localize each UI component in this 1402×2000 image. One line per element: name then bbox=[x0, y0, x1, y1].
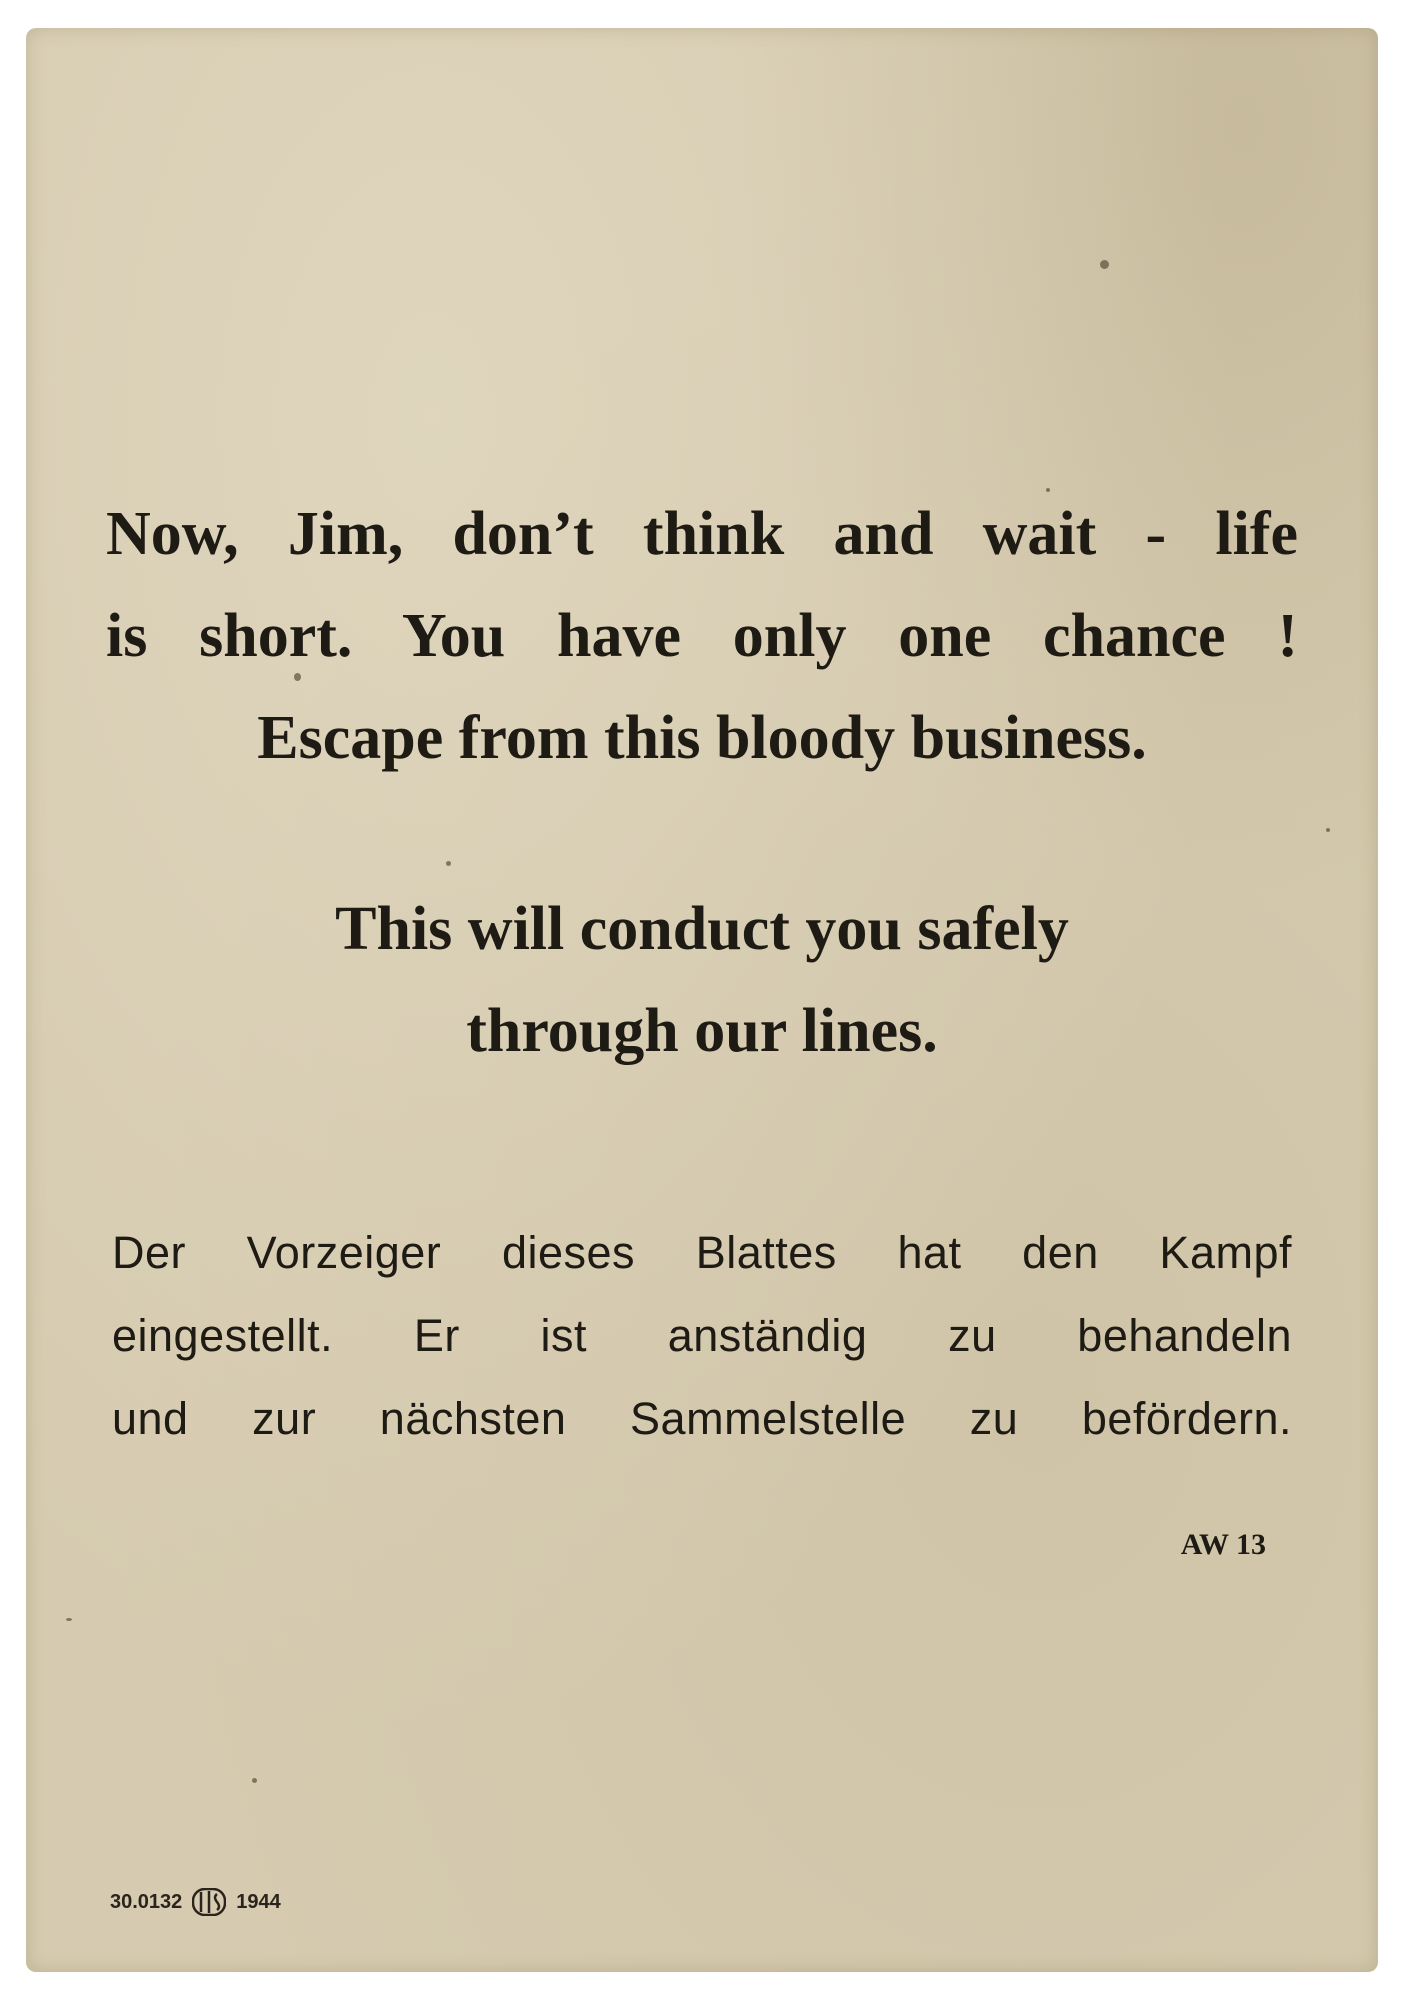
print-year: 1944 bbox=[236, 1890, 281, 1913]
print-number: 30.0132 bbox=[110, 1890, 183, 1913]
print-footer bbox=[110, 1888, 281, 1916]
text-line: is short. You have only one chance ! bbox=[106, 602, 1298, 670]
leaflet-card bbox=[26, 28, 1378, 1972]
text-line: Now, Jim, don’t think and wait - life bbox=[106, 500, 1298, 568]
leaflet-code: AW 13 bbox=[1180, 1528, 1266, 1561]
text-line: This will conduct you safely bbox=[335, 895, 1069, 963]
english-paragraph-1 bbox=[106, 483, 1298, 789]
english-paragraph-2 bbox=[26, 878, 1378, 1082]
paper-speck bbox=[66, 1618, 72, 1621]
text-line: through our lines. bbox=[466, 997, 938, 1065]
german-paragraph bbox=[112, 1211, 1292, 1460]
text-line: und zur nächsten Sammelstelle zu befördern. bbox=[112, 1393, 1292, 1444]
paper-speck bbox=[1100, 260, 1109, 269]
ats-logo-icon bbox=[192, 1888, 226, 1916]
text-line: Der Vorzeiger dieses Blattes hat den Kampf bbox=[112, 1227, 1292, 1278]
text-line: Escape from this bloody business. bbox=[257, 704, 1147, 772]
text-line: eingestellt. Er ist anständig zu behandeln bbox=[112, 1310, 1292, 1361]
paper-speck bbox=[1326, 828, 1330, 832]
paper-speck bbox=[446, 861, 451, 866]
paper-speck bbox=[252, 1778, 257, 1783]
